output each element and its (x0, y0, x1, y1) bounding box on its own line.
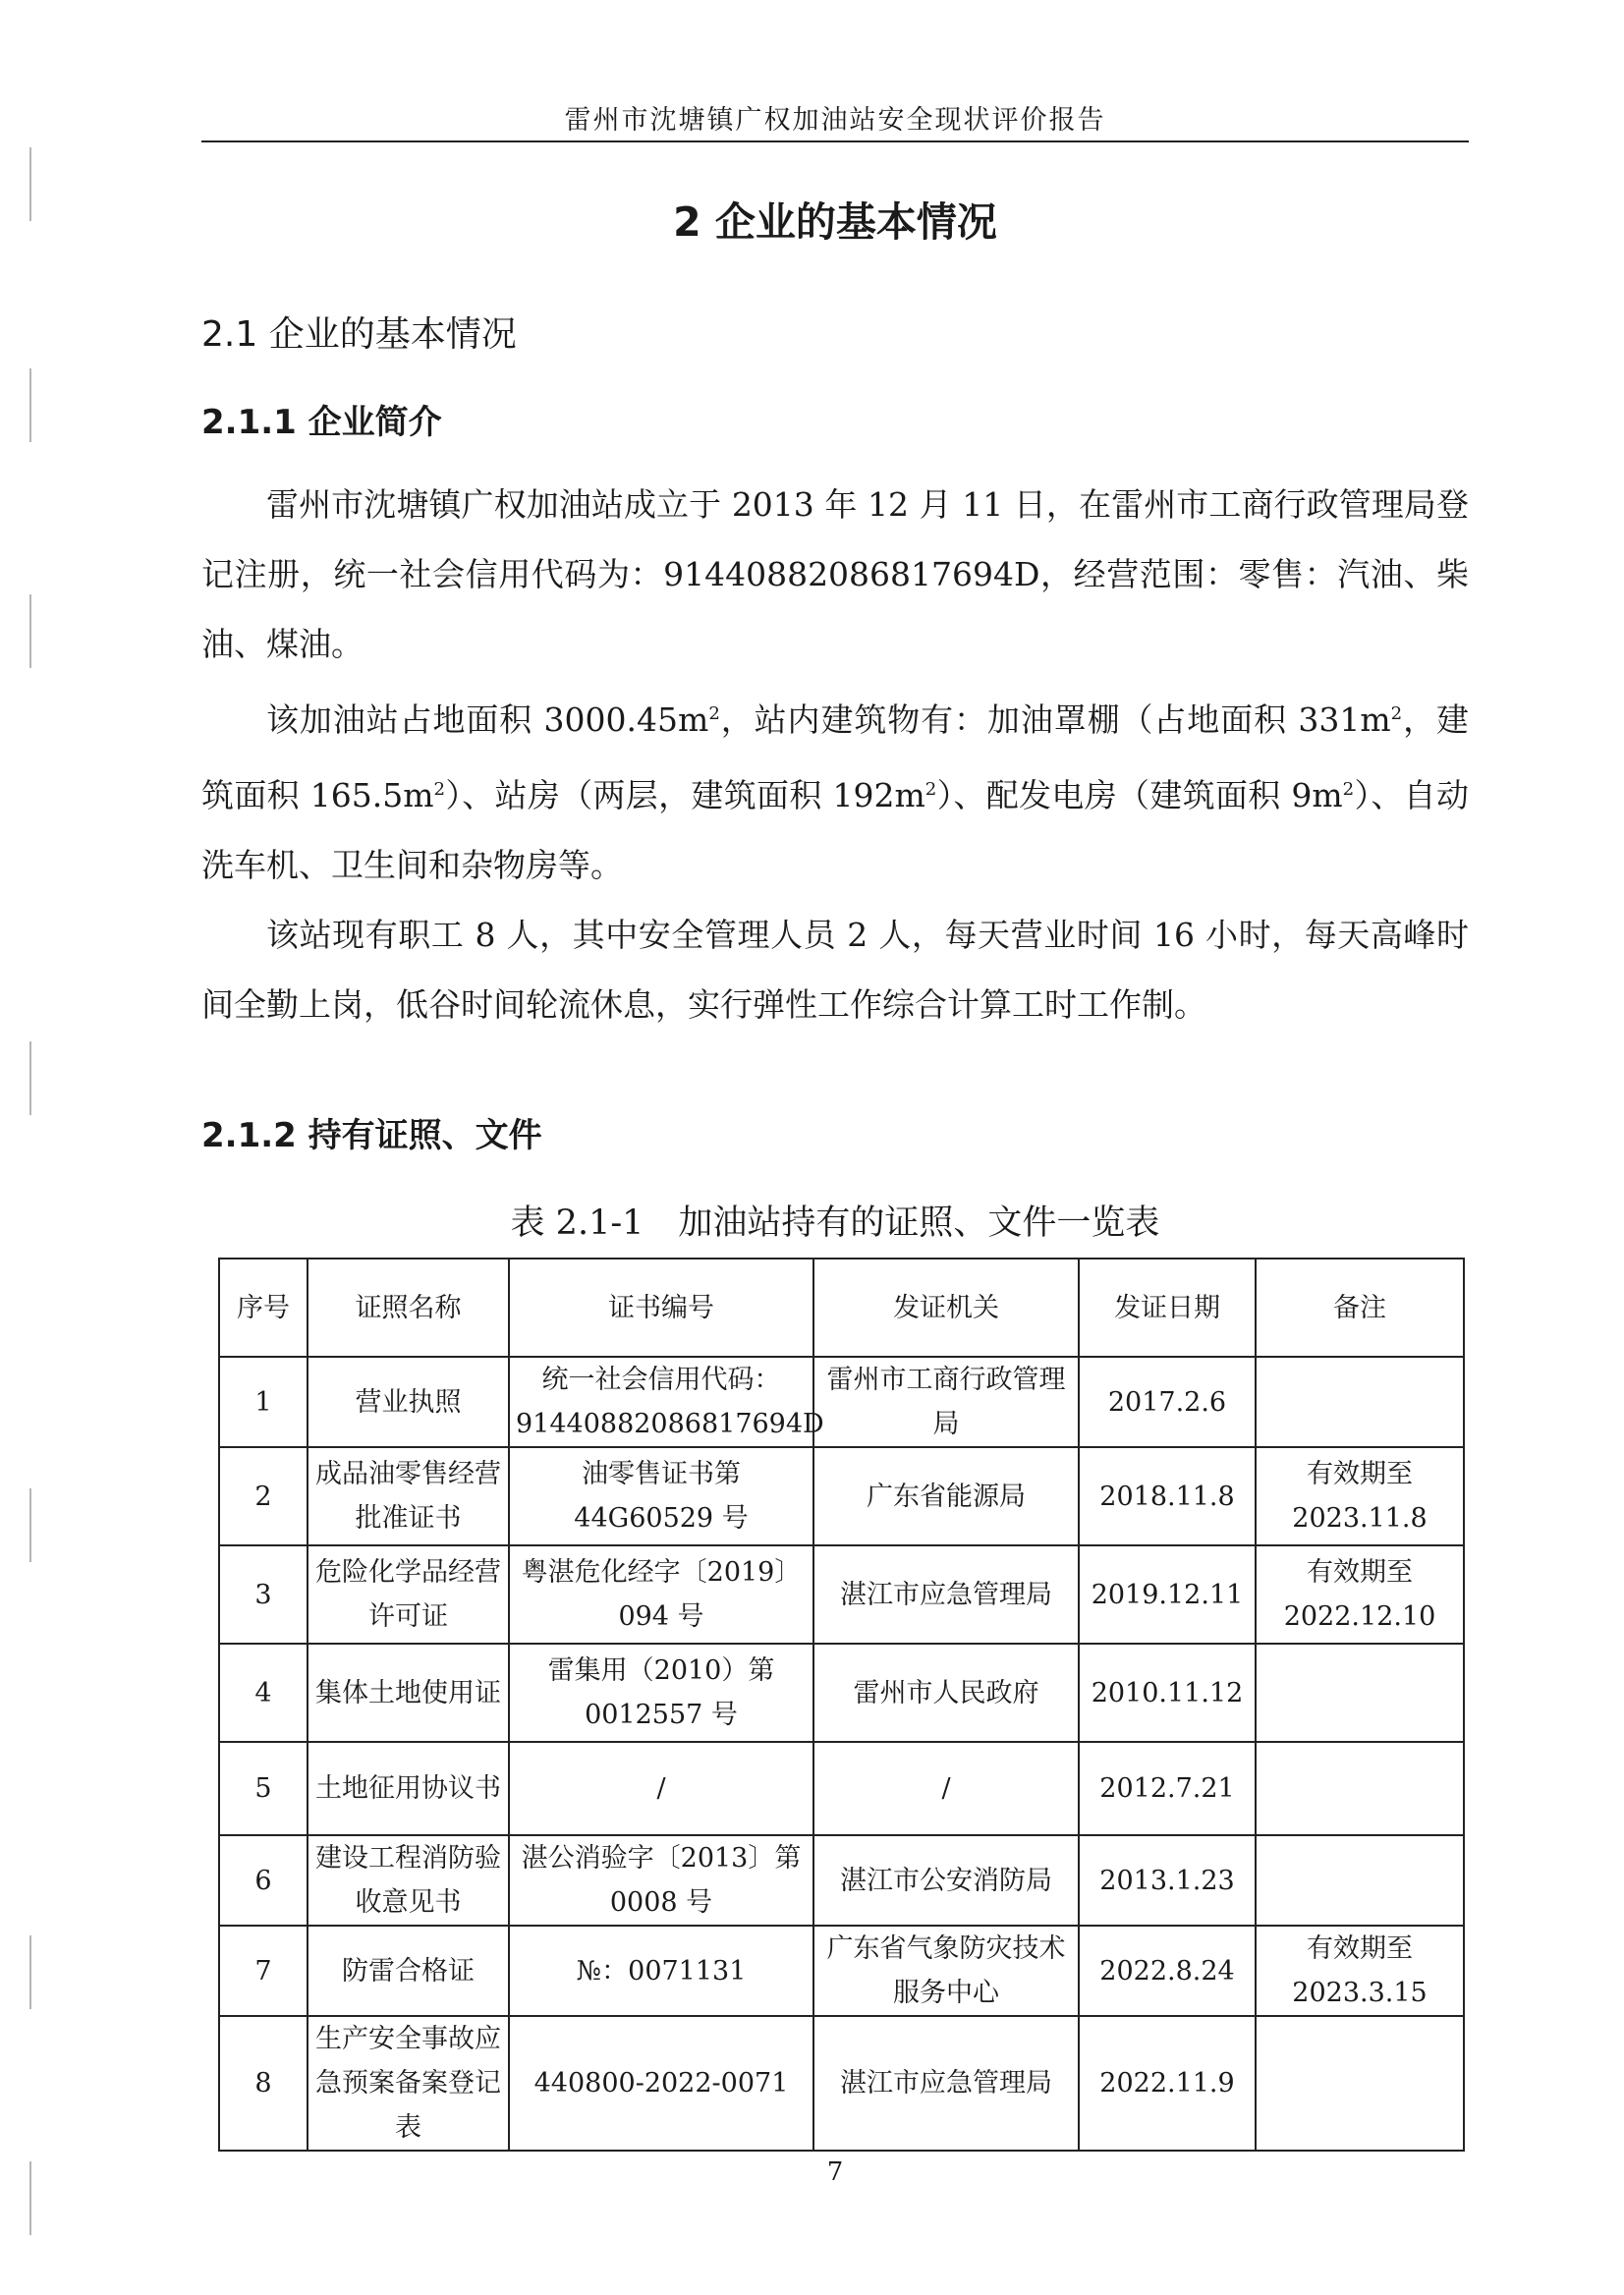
table-cell: 湛公消验字〔2013〕第 0008 号 (509, 1835, 813, 1926)
paragraph-staffing: 该站现有职工 8 人，其中安全管理人员 2 人，每天营业时间 16 小时，每天高峰时间全勤上岗，低谷时间轮流休息，实行弹性工作综合计算工时工作制。 (201, 916, 1469, 1024)
table-cell: 湛江市公安消防局 (813, 1835, 1079, 1926)
table-cell: 成品油零售经营批准证书 (308, 1447, 509, 1545)
table-cell: 防雷合格证 (308, 1926, 509, 2016)
table-cell: 有效期至 2023.11.8 (1256, 1447, 1464, 1545)
table-cell: 营业执照 (308, 1357, 509, 1447)
binding-mark (29, 147, 31, 221)
table-cell: 6 (219, 1835, 308, 1926)
header-cell: 备注 (1256, 1259, 1464, 1357)
table-cell: 土地征用协议书 (308, 1742, 509, 1835)
table-cell (1256, 1742, 1464, 1835)
table-cell: 有效期至 2023.3.15 (1256, 1926, 1464, 2016)
table-row (219, 1545, 1464, 1644)
binding-mark (29, 2161, 31, 2235)
table-row (219, 1357, 1464, 1447)
table-cell: 7 (219, 1926, 308, 2016)
paragraph-site-area: 该加油站占地面积 $3000.45m^2$，站内建筑物有：加油罩棚（占地面积 $331m^2$，建筑面积 $165.5m^2$）、站房（两层，建筑面积 $192m^2$）、配发电房（建筑面积 $9m^2$）、自动洗车机、卫生间和杂物房等。 (201, 700, 1469, 884)
table-row (219, 1742, 1464, 1835)
table-cell: 5 (219, 1742, 308, 1835)
binding-mark (29, 594, 31, 668)
table-header-row (219, 1259, 1464, 1357)
binding-mark (29, 368, 31, 442)
table-cell: 建设工程消防验收意见书 (308, 1835, 509, 1926)
table-cell: 湛江市应急管理局 (813, 1545, 1079, 1644)
table-cell (1256, 1644, 1464, 1742)
header-cell: 证照名称 (308, 1259, 509, 1357)
table-cell: 湛江市应急管理局 (813, 2016, 1079, 2151)
chapter-title: 2 企业的基本情况 (673, 198, 997, 246)
table-row (219, 1644, 1464, 1742)
table-cell: 8 (219, 2016, 308, 2151)
section-heading-2-1: 2.1 企业的基本情况 (201, 314, 517, 355)
page-number: 7 (826, 2157, 844, 2187)
table-cell: 2013.1.23 (1079, 1835, 1256, 1926)
running-header: 雷州市沈塘镇广权加油站安全现状评价报告 (564, 105, 1106, 136)
table-cell (1256, 1357, 1464, 1447)
binding-mark (29, 1488, 31, 1562)
table-cell: 4 (219, 1644, 308, 1742)
table-cell: 雷集用（2010）第 0012557 号 (509, 1644, 813, 1742)
table-cell: 2018.11.8 (1079, 1447, 1256, 1545)
table-cell: 生产安全事故应急预案备案登记表 (308, 2016, 509, 2151)
header-cell: 发证日期 (1079, 1259, 1256, 1357)
table-cell: 雷州市工商行政管理局 (813, 1357, 1079, 1447)
header-cell: 证书编号 (509, 1259, 813, 1357)
table-cell: 广东省能源局 (813, 1447, 1079, 1545)
table-cell: 雷州市人民政府 (813, 1644, 1079, 1742)
table-cell: 2010.11.12 (1079, 1644, 1256, 1742)
table-row (219, 2016, 1464, 2151)
section-heading-2-1-1: 2.1.1 企业简介 (201, 403, 442, 442)
table-row (219, 1926, 1464, 2016)
table-cell: 2017.2.6 (1079, 1357, 1256, 1447)
header-cell: 发证机关 (813, 1259, 1079, 1357)
table-row (219, 1835, 1464, 1926)
header-cell: 序号 (219, 1259, 308, 1357)
table-caption: 表 2.1-1 加油站持有的证照、文件一览表 (510, 1203, 1160, 1243)
table-cell: 2022.8.24 (1079, 1926, 1256, 2016)
header-rule (201, 140, 1469, 142)
table-cell: / (813, 1742, 1079, 1835)
table-cell: 2019.12.11 (1079, 1545, 1256, 1644)
table-cell: 2012.7.21 (1079, 1742, 1256, 1835)
table-row (219, 1447, 1464, 1545)
table-cell (1256, 2016, 1464, 2151)
binding-mark (29, 1935, 31, 2009)
table-cell: 440800-2022-0071 (509, 2016, 813, 2151)
section-heading-2-1-2: 2.1.2 持有证照、文件 (201, 1116, 542, 1155)
table-cell: 2 (219, 1447, 308, 1545)
table-cell: 危险化学品经营许可证 (308, 1545, 509, 1644)
certificates-table (218, 1258, 1465, 2152)
table-cell: №：0071131 (509, 1926, 813, 2016)
table-cell: 有效期至 2022.12.10 (1256, 1545, 1464, 1644)
table-cell: 油零售证书第 44G60529 号 (509, 1447, 813, 1545)
table-cell: 2022.11.9 (1079, 2016, 1256, 2151)
intro-paragraphs (201, 470, 1469, 1039)
table-cell: 1 (219, 1357, 308, 1447)
paragraph-company-registration: 雷州市沈塘镇广权加油站成立于 2013 年 12 月 11 日，在雷州市工商行政管理局登记注册，统一社会信用代码为：91440882086817694D，经营范围：零售：汽油、柴油、煤油。 (201, 485, 1469, 663)
table-cell (1256, 1835, 1464, 1926)
table-cell: 3 (219, 1545, 308, 1644)
table-cell: / (509, 1742, 813, 1835)
table-cell: 集体土地使用证 (308, 1644, 509, 1742)
table-cell: 广东省气象防灾技术服务中心 (813, 1926, 1079, 2016)
binding-mark (29, 1041, 31, 1115)
table-cell: 粤湛危化经字〔2019〕094 号 (509, 1545, 813, 1644)
table-cell: 统一社会信用代码：91440882086817694D (509, 1357, 813, 1447)
